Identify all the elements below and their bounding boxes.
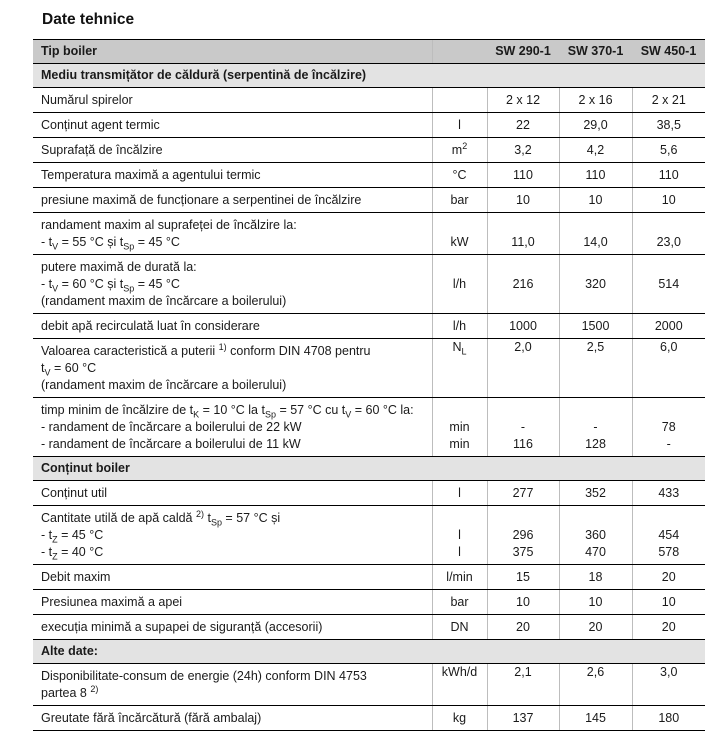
footnote-ref: 1) bbox=[218, 341, 227, 352]
section-boiler-content bbox=[33, 457, 705, 481]
row-label: Presiunea maximă a apei bbox=[33, 590, 432, 615]
row-value: 2,0 bbox=[487, 339, 559, 398]
header-label: Tip boiler bbox=[33, 40, 432, 64]
row-value: 38,5 bbox=[632, 113, 705, 138]
text-part: = 45 °C bbox=[134, 277, 180, 291]
text-part: - t bbox=[41, 277, 53, 291]
text-part: t bbox=[41, 361, 45, 375]
row-value: 320 bbox=[559, 255, 632, 314]
value: 375 bbox=[512, 545, 534, 559]
footnote-ref: 2) bbox=[90, 683, 99, 694]
value: 360 bbox=[585, 528, 606, 542]
label-line: randament maxim al suprafeței de încălzire la: bbox=[41, 218, 297, 232]
row-value: 15 bbox=[487, 565, 559, 590]
table-row bbox=[33, 590, 705, 615]
row-value: 137 bbox=[487, 706, 559, 731]
text-part: partea 8 bbox=[41, 686, 91, 700]
row-label: Conținut agent termic bbox=[33, 113, 432, 138]
page-title: Date tehnice bbox=[42, 11, 135, 28]
row-unit: l bbox=[432, 481, 487, 506]
row-label: Temperatura maximă a agentului termic bbox=[33, 163, 432, 188]
value: - bbox=[666, 437, 671, 451]
row-label: debit apă recirculată luat în considerare bbox=[33, 314, 432, 339]
table-row bbox=[33, 481, 705, 506]
label-line bbox=[41, 360, 424, 377]
row-value: 10 bbox=[559, 590, 632, 615]
text-part: = 57 °C și bbox=[221, 511, 281, 525]
row-value: 2 x 12 bbox=[487, 88, 559, 113]
text-part: t bbox=[203, 511, 211, 525]
row-value: 1500 bbox=[559, 314, 632, 339]
row-value: 2 x 21 bbox=[632, 88, 705, 113]
table-row bbox=[33, 163, 705, 188]
text-part: Valoarea caracteristică a puterii bbox=[41, 344, 219, 358]
text-part: - t bbox=[41, 235, 53, 249]
label-line bbox=[41, 234, 424, 251]
text-part: = 45 °C bbox=[134, 235, 180, 249]
row-value: 2,6 bbox=[559, 664, 632, 706]
row-value bbox=[559, 398, 632, 457]
subscript: K bbox=[193, 409, 200, 420]
row-unit: l/h bbox=[432, 255, 487, 314]
row-value: 22 bbox=[487, 113, 559, 138]
row-unit: °C bbox=[432, 163, 487, 188]
row-value: 433 bbox=[632, 481, 705, 506]
subscript: V bbox=[345, 409, 352, 420]
table-row bbox=[33, 213, 705, 255]
row-value: 10 bbox=[559, 188, 632, 213]
subscript: Z bbox=[52, 534, 58, 545]
row-unit: bar bbox=[432, 188, 487, 213]
unit-sub: L bbox=[461, 346, 467, 357]
row-unit bbox=[432, 339, 487, 398]
row-label bbox=[33, 506, 432, 565]
value: 296 bbox=[512, 528, 534, 542]
row-label: Suprafață de încălzire bbox=[33, 138, 432, 163]
technical-data-table bbox=[33, 39, 705, 731]
text-part: = 60 °C la: bbox=[351, 403, 414, 417]
table-row bbox=[33, 615, 705, 640]
row-label: Greutate fără încărcătură (fără ambalaj) bbox=[33, 706, 432, 731]
row-value: 2000 bbox=[632, 314, 705, 339]
row-value: 2,1 bbox=[487, 664, 559, 706]
row-label: Debit maxim bbox=[33, 565, 432, 590]
row-value: 277 bbox=[487, 481, 559, 506]
section-heating-medium bbox=[33, 64, 705, 88]
value: - bbox=[593, 420, 598, 434]
text-part: - t bbox=[41, 545, 53, 559]
subscript: Sp bbox=[123, 283, 135, 294]
row-unit: kg bbox=[432, 706, 487, 731]
row-value: 4,2 bbox=[559, 138, 632, 163]
row-label bbox=[33, 664, 432, 706]
text-part: timp minim de încălzire de t bbox=[41, 403, 194, 417]
row-value: 352 bbox=[559, 481, 632, 506]
row-value: 14,0 bbox=[559, 213, 632, 255]
table-row bbox=[33, 339, 705, 398]
table-row bbox=[33, 506, 705, 565]
table-row bbox=[33, 565, 705, 590]
text-part: Cantitate utilă de apă caldă bbox=[41, 511, 196, 525]
value: 78 bbox=[661, 420, 676, 434]
row-label: Numărul spirelor bbox=[33, 88, 432, 113]
model-sw370: SW 370-1 bbox=[559, 40, 632, 64]
model-sw450: SW 450-1 bbox=[632, 40, 705, 64]
row-value: 514 bbox=[632, 255, 705, 314]
label-line: - randament de încărcare a boilerului de 22 kW bbox=[41, 420, 302, 434]
row-unit: kWh/d bbox=[432, 664, 487, 706]
row-value: 6,0 bbox=[632, 339, 705, 398]
unit-text: min bbox=[449, 420, 470, 434]
row-label bbox=[33, 255, 432, 314]
value: 578 bbox=[658, 545, 680, 559]
subscript: Sp bbox=[264, 409, 276, 420]
unit-text: l bbox=[458, 528, 461, 542]
row-value: 1000 bbox=[487, 314, 559, 339]
label-line: Disponibilitate-consum de energie (24h) conform DIN 4753 bbox=[41, 669, 367, 683]
table-row bbox=[33, 138, 705, 163]
row-value: 20 bbox=[487, 615, 559, 640]
footnote-ref: 2) bbox=[195, 508, 204, 519]
unit-text: min bbox=[449, 437, 470, 451]
row-label: Conținut util bbox=[33, 481, 432, 506]
row-value bbox=[487, 506, 559, 565]
row-value: 10 bbox=[632, 188, 705, 213]
row-unit: DN bbox=[432, 615, 487, 640]
text-part: conform DIN 4708 pentru bbox=[226, 344, 371, 358]
text-part: = 55 °C și t bbox=[58, 235, 124, 249]
model-sw290: SW 290-1 bbox=[487, 40, 559, 64]
unit-text: m bbox=[451, 142, 463, 157]
value: 116 bbox=[513, 437, 533, 451]
row-value: 3,0 bbox=[632, 664, 705, 706]
text-part: = 45 °C bbox=[57, 528, 104, 542]
row-value: 145 bbox=[559, 706, 632, 731]
row-unit: bar bbox=[432, 590, 487, 615]
row-value: 20 bbox=[632, 565, 705, 590]
row-value: 110 bbox=[559, 163, 632, 188]
table-header-row bbox=[33, 40, 705, 64]
table-row bbox=[33, 88, 705, 113]
unit-sup: 2 bbox=[462, 140, 468, 151]
text-part: = 40 °C bbox=[57, 545, 104, 559]
label-line: putere maximă de durată la: bbox=[41, 260, 197, 274]
label-line bbox=[41, 527, 424, 544]
row-value: 180 bbox=[632, 706, 705, 731]
unit-text: N bbox=[452, 340, 462, 354]
table-row bbox=[33, 188, 705, 213]
row-unit bbox=[432, 88, 487, 113]
row-value: 18 bbox=[559, 565, 632, 590]
row-label: execuția minimă a supapei de siguranță (accesorii) bbox=[33, 615, 432, 640]
text-part: = 57 °C cu t bbox=[275, 403, 346, 417]
row-value: 5,6 bbox=[632, 138, 705, 163]
section-title: Alte date: bbox=[33, 640, 705, 664]
text-part: - t bbox=[41, 528, 53, 542]
row-value bbox=[632, 398, 705, 457]
table-row bbox=[33, 255, 705, 314]
table-row bbox=[33, 314, 705, 339]
table-row bbox=[33, 706, 705, 731]
table-row bbox=[33, 398, 705, 457]
label-line bbox=[41, 544, 424, 561]
row-value: 20 bbox=[632, 615, 705, 640]
row-value: 2,5 bbox=[559, 339, 632, 398]
section-other bbox=[33, 640, 705, 664]
label-line bbox=[41, 402, 424, 419]
row-unit bbox=[432, 398, 487, 457]
row-unit: l bbox=[432, 113, 487, 138]
text-part: = 10 °C la t bbox=[199, 403, 265, 417]
row-value bbox=[632, 506, 705, 565]
table-row bbox=[33, 113, 705, 138]
label-line bbox=[41, 276, 424, 293]
value: 454 bbox=[658, 528, 680, 542]
row-value: 110 bbox=[632, 163, 705, 188]
subscript: V bbox=[52, 283, 59, 294]
row-label bbox=[33, 339, 432, 398]
subscript: Sp bbox=[123, 241, 135, 252]
row-value: 10 bbox=[487, 590, 559, 615]
label-line: (randament maxim de încărcare a boilerului) bbox=[41, 378, 287, 392]
row-value: 29,0 bbox=[559, 113, 632, 138]
row-value: 10 bbox=[632, 590, 705, 615]
unit-text: l bbox=[458, 545, 461, 559]
label-line bbox=[41, 343, 424, 360]
row-value: 20 bbox=[559, 615, 632, 640]
value: - bbox=[520, 420, 526, 434]
text-part: = 60 °C bbox=[50, 361, 97, 375]
row-value bbox=[487, 398, 559, 457]
row-label bbox=[33, 398, 432, 457]
row-unit: kW bbox=[432, 213, 487, 255]
row-unit: l/min bbox=[432, 565, 487, 590]
value: 128 bbox=[585, 437, 606, 451]
row-unit: l/h bbox=[432, 314, 487, 339]
row-value: 3,2 bbox=[487, 138, 559, 163]
row-value: 110 bbox=[487, 163, 559, 188]
header-unit bbox=[432, 40, 487, 64]
row-label: presiune maximă de funcționare a serpentinei de încălzire bbox=[33, 188, 432, 213]
label-line: - randament de încărcare a boilerului de 11 kW bbox=[41, 437, 301, 451]
label-line bbox=[41, 510, 424, 527]
value: 470 bbox=[585, 545, 606, 559]
row-value: 23,0 bbox=[632, 213, 705, 255]
subscript: Z bbox=[52, 551, 58, 562]
row-label bbox=[33, 213, 432, 255]
row-value: 11,0 bbox=[487, 213, 559, 255]
subscript: Sp bbox=[210, 517, 222, 528]
row-unit bbox=[432, 506, 487, 565]
label-line: (randament maxim de încărcare a boilerului) bbox=[41, 294, 287, 308]
subscript: V bbox=[44, 367, 51, 378]
row-value: 10 bbox=[487, 188, 559, 213]
subscript: V bbox=[52, 241, 59, 252]
row-value: 2 x 16 bbox=[559, 88, 632, 113]
row-value: 216 bbox=[487, 255, 559, 314]
section-title: Mediu transmițător de căldură (serpentină de încălzire) bbox=[33, 64, 705, 88]
text-part: = 60 °C și t bbox=[58, 277, 124, 291]
table-row bbox=[33, 664, 705, 706]
row-value bbox=[559, 506, 632, 565]
label-line bbox=[41, 685, 424, 702]
section-title: Conținut boiler bbox=[33, 457, 705, 481]
row-unit bbox=[432, 138, 487, 163]
